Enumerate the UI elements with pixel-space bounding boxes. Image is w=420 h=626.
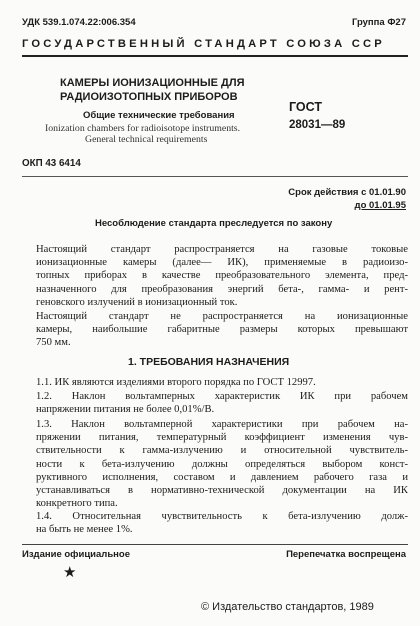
official-edition: Издание официальное [22,549,130,560]
english-title-line-2: General technical requirements [85,134,208,145]
subtitle: Общие технические требования [83,110,235,121]
text-line: 1.1. ИК являются изделиями второго порядка по ГОСТ 12997. [36,377,316,388]
text-line: напряжении питания не более 0,01%/В. [36,404,215,416]
text-line: топных приборах в качестве преобразовательного элемента, пред- [36,270,408,282]
text-line: геновского излучений в ионизационный ток. [36,296,238,308]
gost-label: ГОСТ [289,100,322,114]
validity-to: до 01.01.95 [354,200,406,211]
text-line: Настоящий стандарт не распространяется на ионизационные [36,311,408,322]
text-line: пряжении питания, температурный коэффициент изменения чув- [36,432,408,444]
okp-rule [22,176,408,177]
text-line: ности к бета-излучению должны определяться выбором конст- [36,458,408,470]
text-line: руктивного исполнения, составом и давлением рабочего газа и [36,471,408,483]
clause-1-2 [22,390,408,416]
star-icon: ★ [63,565,77,581]
text-line: на быть не менее 1%. [36,524,133,536]
udk-code: УДК 539.1.074.22:006.354 [22,17,136,28]
copyright: © Издательство стандартов, 1989 [201,601,374,613]
title-line-1: КАМЕРЫ ИОНИЗАЦИОННЫЕ ДЛЯ [60,77,245,89]
text-line: 1.3. Наклон вольтамперной характеристики при рабочем на- [36,419,408,430]
text-line: 1.2. Наклон вольтамперных характеристик ИК при рабочем [36,391,408,402]
text-line: камеры, наибольшие габаритные размеры которых превышают [36,324,408,336]
text-line: конкретного типа. [36,498,118,510]
text-line: 750 мм. [36,337,71,349]
reprint-notice: Перепечатка воспрещена [286,549,406,560]
legal-notice: Несоблюдение стандарта преследуется по закону [95,218,333,229]
clause-1-4 [22,510,408,536]
state-standard-banner: ГОСУДАРСТВЕННЫЙ СТАНДАРТ СОЮЗА ССР [22,38,385,50]
section-heading: 1. ТРЕБОВАНИЯ НАЗНАЧЕНИЯ [128,356,290,368]
okp-code: ОКП 43 6414 [22,158,81,169]
text-line: 1.4. Относительная чувствительность к бета-излучению долж- [36,511,408,522]
text-line: назначенного для преобразования энергий бета-, гамма- и рент- [36,283,408,295]
gost-number: 28031—89 [289,119,346,131]
english-title-line-1: Ionization chambers for radioisotope instruments. [45,123,241,134]
clause-1-3 [22,418,408,510]
clause-1-1 [22,376,408,389]
text-line: ионизационные камеры (далее— ИК), применяемые в радиоизо- [36,257,408,269]
footer-rule [22,544,408,545]
text-line: ствительности к гамма-излучению и относительной чувствитель- [36,445,408,457]
text-line: Настоящий стандарт распространяется на газовые токовые [36,244,408,255]
text-line: устанавливаться в нормативно-технической документации на ИК [36,485,408,497]
title-line-2: РАДИОИЗОТОПНЫХ ПРИБОРОВ [60,91,238,103]
intro-paragraph-2 [22,310,408,350]
intro-paragraph-1 [22,243,408,309]
validity-from: Срок действия с 01.01.90 [288,187,406,198]
header-rule [22,55,408,57]
group-code: Группа Ф27 [351,17,406,28]
